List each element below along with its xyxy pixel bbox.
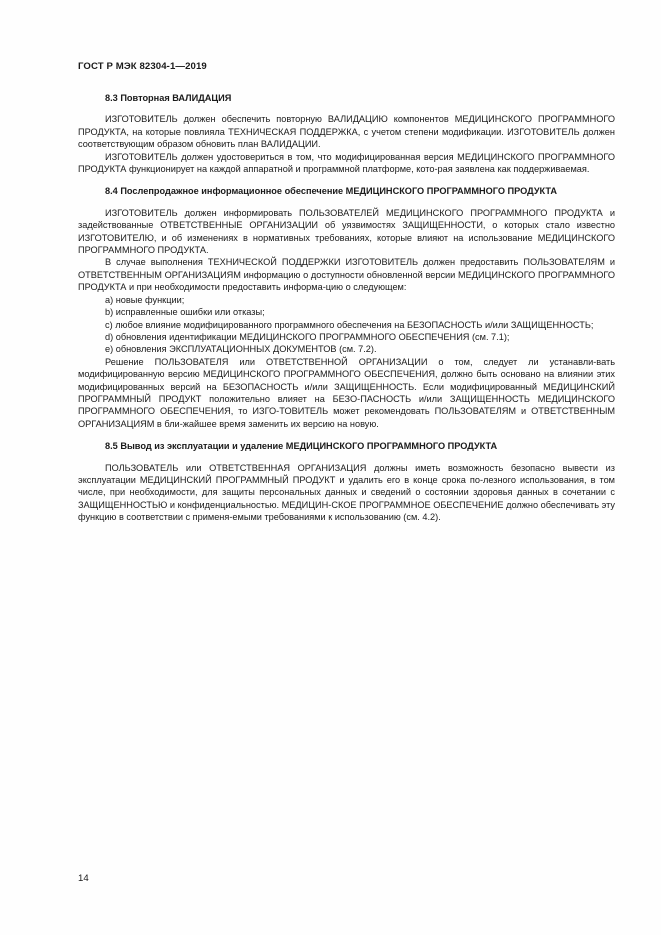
paragraph: ИЗГОТОВИТЕЛЬ должен удостовериться в том, что модифицированная версия МЕДИЦИНСКОГО ПРОГРАММНОГО ПРОДУКТА функционирует на каждой аппаратной и программной платформе, кото-рая заявлена как поддерживаемая. [78,151,615,175]
list-item: b) исправленные ошибки или отказы; [105,307,265,318]
paragraph: Решение ПОЛЬЗОВАТЕЛЯ или ОТВЕТСТВЕННОЙ ОРГАНИЗАЦИИ о том, следует ли устанавли-вать модифицированную версию МЕДИЦИНСКОГО ПРОГРАММНОГО ОБЕСПЕЧЕНИЯ, должно быть основано на влиянии этих модифицированных версий на БЕЗОПАСНОСТЬ и/или ЗАЩИЩЕННОСТЬ. Если модифицированный МЕДИЦИНСКИЙ ПРОГРАММНЫЙ ПРОДУКТ положительно влияет на БЕЗО-ПАСНОСТЬ и/или ЗАЩИЩЕННОСТЬ МЕДИЦИНСКОГО ПРОГРАММНОГО ОБЕСПЕЧЕНИЯ, то ИЗГО-ТОВИТЕЛЬ может рекомендовать ПОЛЬЗОВАТЕЛЯМ и ОТВЕТСТВЕННЫМ ОРГАНИЗАЦИЯМ в бли-жайшее время заменить их версию на новую. [78,356,615,429]
section-heading: 8.4 Послепродажное информационное обеспечение МЕДИЦИНСКОГО ПРОГРАММНОГО ПРОДУКТА [105,186,558,197]
list-item: c) любое влияние модифицированного программного обеспечения на БЕЗОПАСНОСТЬ и/или ЗАЩИЩЕННОСТЬ; [105,319,594,330]
standard-header: ГОСТ Р МЭК 82304-1—2019 [78,61,207,72]
paragraph: ИЗГОТОВИТЕЛЬ должен обеспечить повторную ВАЛИДАЦИЮ компонентов МЕДИЦИНСКОГО ПРОГРАММНОГО ПРОДУКТА, на которые повлияла ТЕХНИЧЕСКАЯ ПОДДЕРЖКА, с учетом степени модификации. ИЗГОТОВИТЕЛЬ должен соответствующим образом обновить план ВАЛИДАЦИИ. [78,114,615,150]
paragraph: ПОЛЬЗОВАТЕЛЬ или ОТВЕТСТВЕННАЯ ОРГАНИЗАЦИЯ должны иметь возможность безопасно вывести из эксплуатации МЕДИЦИНСКИЙ ПРОГРАММНЫЙ ПРОДУКТ и удалить его в конце срока по-лезного использования, в том числе, при необходимости, для защиты персональных данных и сведений о состоянии здоровья данных в сочетании с ЗАЩИЩЕННОСТЬЮ и конфиденциальностью. МЕДИЦИН-СКОЕ ПРОГРАММНОЕ ОБЕСПЕЧЕНИЕ должно обеспечивать эту функцию в соответствии с применя-емыми требованиями к использованию (см. 4.2). [78,462,615,523]
section-heading: 8.3 Повторная ВАЛИДАЦИЯ [105,93,232,103]
document-body [78,92,615,534]
section-8-4 [78,185,615,430]
section-8-5 [78,440,615,523]
section-heading: 8.5 Вывод из эксплуатации и удаление МЕДИЦИНСКОГО ПРОГРАММНОГО ПРОДУКТА [105,441,498,452]
list-item: a) новые функции; [105,294,185,305]
page-number: 14 [78,873,89,884]
list-item: d) обновления идентификации МЕДИЦИНСКОГО ПРОГРАММНОГО ОБЕСПЕЧЕНИЯ (см. 7.1); [105,331,510,342]
list-item: e) обновления ЭКСПЛУАТАЦИОННЫХ ДОКУМЕНТОВ (см. 7.2). [105,344,377,355]
paragraph: ИЗГОТОВИТЕЛЬ должен информировать ПОЛЬЗОВАТЕЛЕЙ МЕДИЦИНСКОГО ПРОГРАММНОГО ПРОДУКТА и задействованные ОТВЕТСТВЕННЫЕ ОРГАНИЗАЦИИ об уязвимостях ЗАЩИЩЕННОСТИ, о которых стало известно ИЗГОТОВИТЕЛЮ, и об изменениях в нормативных требованиях, которые влияют на использование МЕДИЦИНСКОГО ПРОГРАММНОГО ПРОДУКТА. [78,207,615,256]
section-8-3 [78,92,615,175]
paragraph: В случае выполнения ТЕХНИЧЕСКОЙ ПОДДЕРЖКИ ИЗГОТОВИТЕЛЬ должен предоставить ПОЛЬЗОВАТЕЛЯМ и ОТВЕТСТВЕННЫМ ОРГАНИЗАЦИЯМ информацию о доступности обновленной версии МЕДИЦИНСКОГО ПРОГРАММНОГО ПРОДУКТА и при необходимости предоставить информа-цию о следующем: [78,257,615,293]
